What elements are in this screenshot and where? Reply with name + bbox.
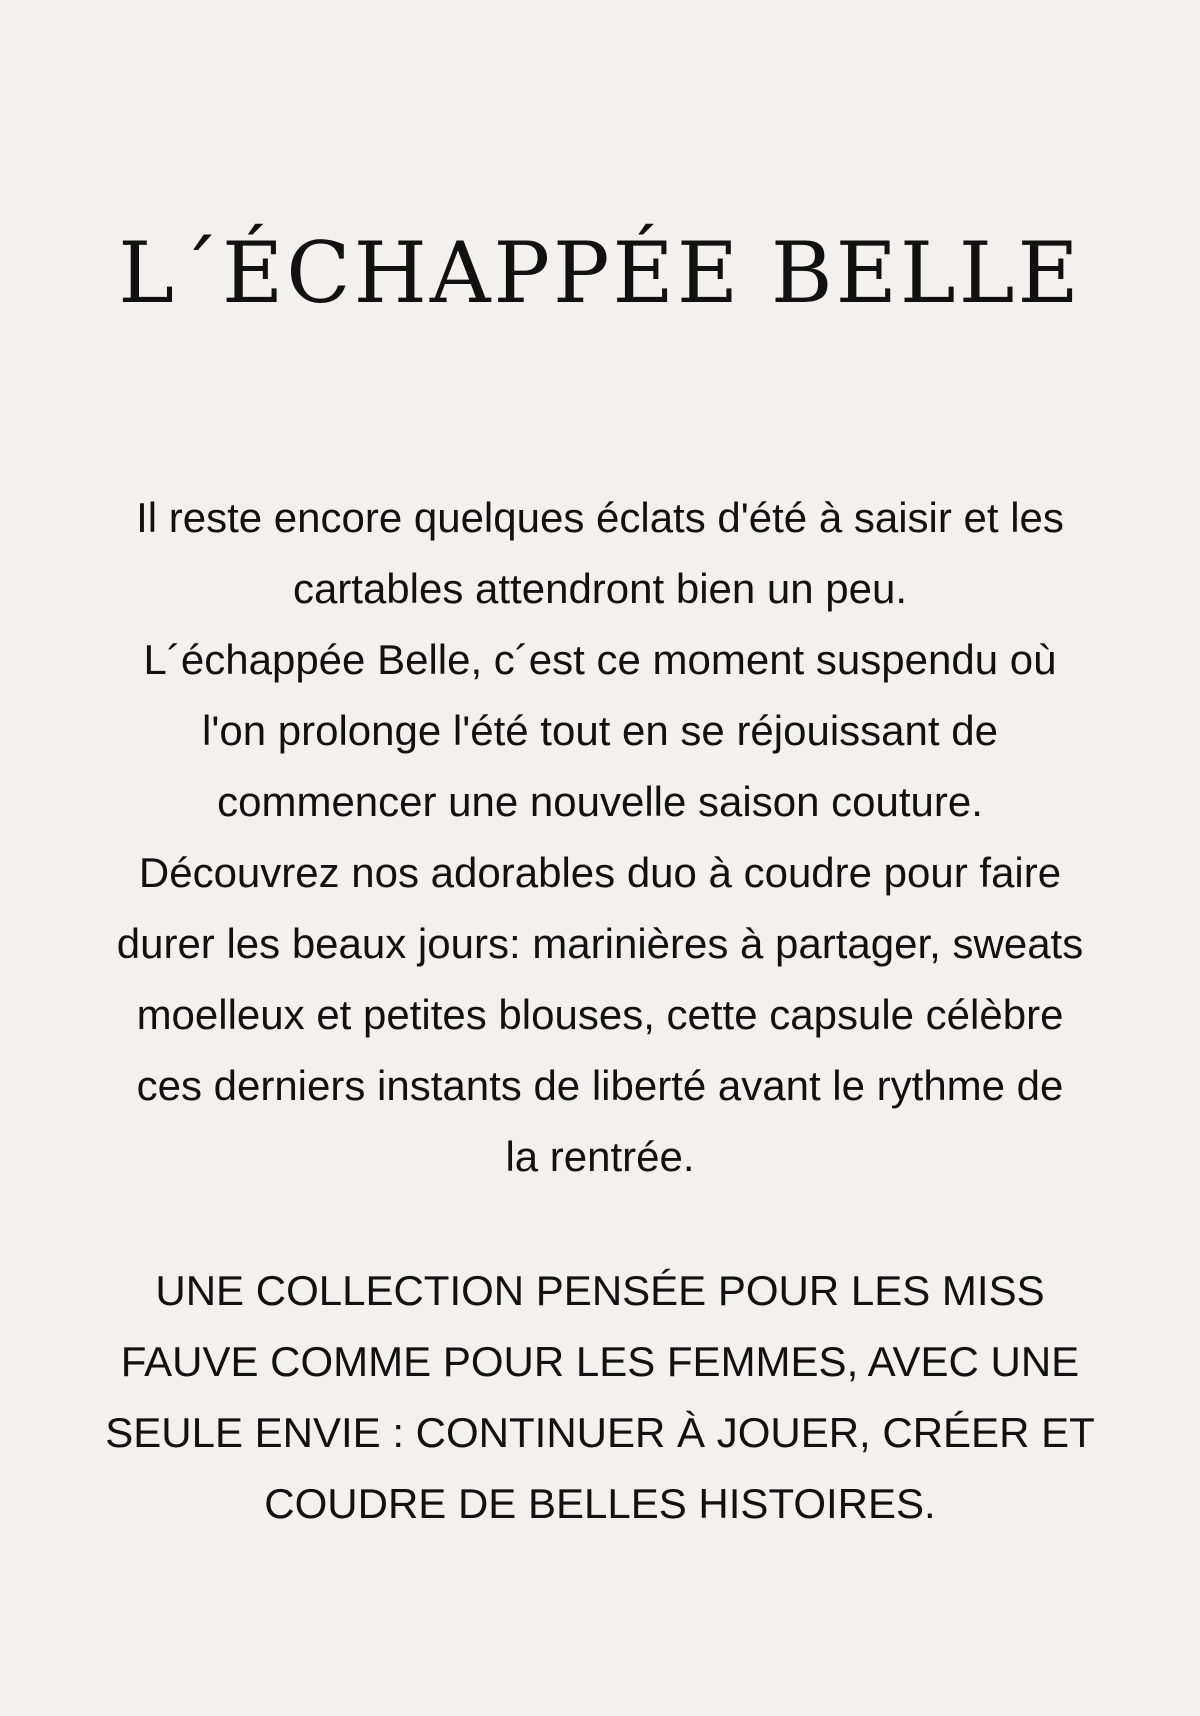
closing-line: SEULE ENVIE : CONTINUER À JOUER, CRÉER ET <box>105 1409 1095 1456</box>
intro-line: ces derniers instants de liberté avant le rythme de <box>136 1062 1064 1109</box>
closing-line: FAUVE COMME POUR LES FEMMES, AVEC UNE <box>120 1338 1080 1385</box>
closing-statement <box>50 1255 1150 1539</box>
intro-line: durer les beaux jours: marinières à partager, sweats <box>116 920 1084 967</box>
closing-line: COUDRE DE BELLES HISTOIRES. <box>264 1480 936 1527</box>
intro-paragraph <box>50 482 1150 1192</box>
intro-line: L´échappée Belle, c´est ce moment suspendu où <box>143 636 1057 683</box>
page-title: L´ÉCHAPPÉE BELLE <box>118 224 1082 322</box>
intro-line: Il reste encore quelques éclats d'été à saisir et les <box>136 494 1064 541</box>
intro-line: cartables attendront bien un peu. <box>292 565 908 612</box>
closing-line: UNE COLLECTION PENSÉE POUR LES MISS <box>155 1267 1045 1314</box>
intro-line: Découvrez nos adorables duo à coudre pour faire <box>138 849 1062 896</box>
intro-line: commencer une nouvelle saison couture. <box>217 778 983 825</box>
intro-line: moelleux et petites blouses, cette capsule célèbre <box>136 991 1064 1038</box>
intro-line: l'on prolonge l'été tout en se réjouissant de <box>202 707 998 754</box>
intro-line: la rentrée. <box>505 1133 695 1180</box>
